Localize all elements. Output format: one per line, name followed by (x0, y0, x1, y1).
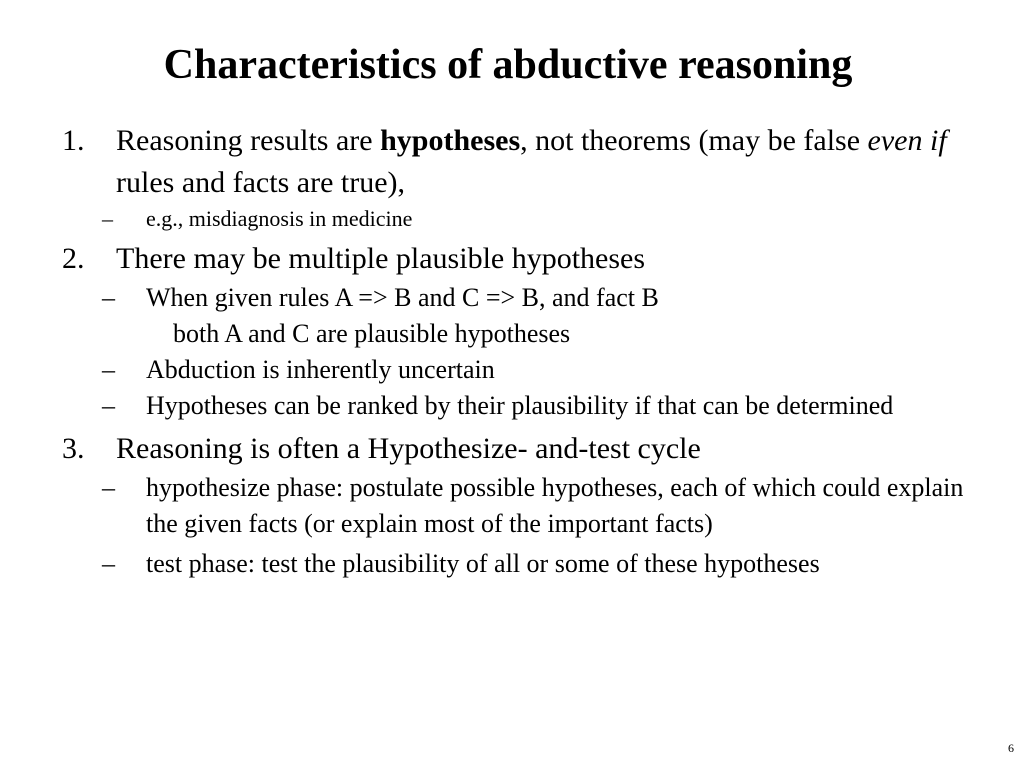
sub-item (62, 546, 982, 582)
slide-body (62, 120, 982, 582)
item-text: There may be multiple plausible hypotheses (116, 242, 646, 275)
item-number: 3. (62, 432, 85, 465)
sub-item-text: hypothesize phase: postulate possible hypotheses, each of which could explain the given facts (or explain most of the important facts) (146, 473, 964, 538)
bold-text: hypotheses (380, 124, 521, 157)
item-text-part: , not theorems (may be false (520, 124, 868, 157)
sub-item-text: When given rules A => B and C => B, and fact B (146, 283, 659, 312)
list-item-3 (62, 428, 982, 470)
italic-text: even if (867, 124, 947, 157)
sub-item-continuation: both A and C are plausible hypotheses (173, 319, 571, 348)
dash-bullet: – (102, 391, 115, 420)
sub-item (62, 470, 982, 542)
dash-bullet: – (102, 549, 115, 578)
item-text (116, 120, 982, 204)
item-number: 1. (62, 124, 85, 157)
dash-bullet: – (102, 355, 115, 384)
item-text-part: rules and facts are true), (116, 166, 406, 199)
sub-item-text: e.g., misdiagnosis in medicine (146, 206, 413, 231)
dash-bullet: – (102, 206, 113, 231)
sub-item (62, 388, 982, 424)
item-text-part: Reasoning results are (116, 124, 381, 157)
slide-title: Characteristics of abductive reasoning (163, 42, 853, 88)
page-number: 6 (1008, 741, 1014, 755)
sub-item-text: Abduction is inherently uncertain (146, 355, 495, 384)
dash-bullet: – (102, 473, 115, 502)
item-text: Reasoning is often a Hypothesize- and-test cycle (116, 432, 701, 465)
sub-item-text: test phase: test the plausibility of all or some of these hypotheses (146, 549, 820, 578)
sub-item-text: Hypotheses can be ranked by their plausibility if that can be determined (146, 391, 894, 420)
dash-bullet: – (102, 283, 115, 312)
sub-item (62, 280, 982, 316)
sub-item (62, 352, 982, 388)
sub-item (62, 204, 982, 234)
list-item-2 (62, 238, 982, 280)
item-number: 2. (62, 242, 85, 275)
list-item-1 (62, 120, 982, 204)
